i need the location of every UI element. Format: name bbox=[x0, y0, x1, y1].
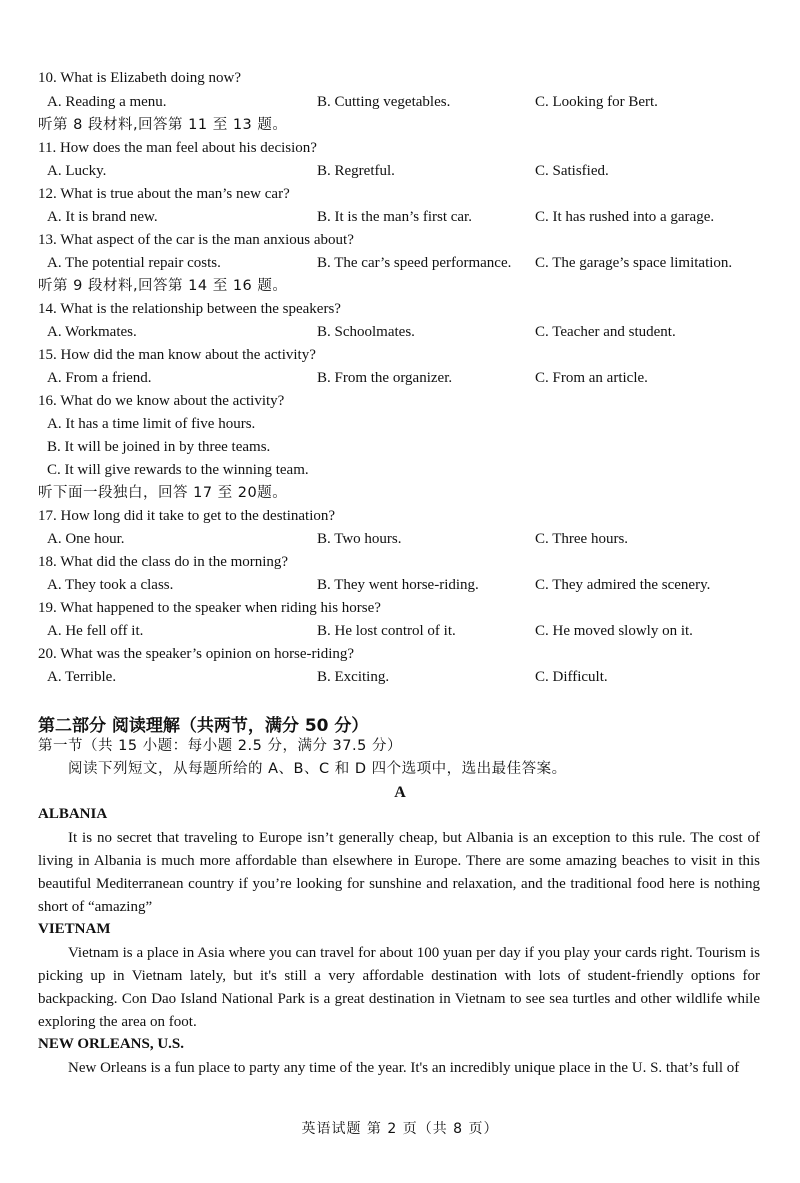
question-15-option-b: B. From the organizer. bbox=[317, 370, 453, 386]
reading-directions: 阅读下列短文，从每题所给的 A、B、C 和 D 四个选项中，选出最佳答案。 bbox=[68, 761, 567, 777]
question-12-option-a: A. It is brand new. bbox=[47, 209, 158, 225]
question-17-option-c: C. Three hours. bbox=[535, 531, 629, 547]
question-18-option-a: A. They took a class. bbox=[47, 577, 174, 593]
new-orleans-paragraph: New Orleans is a fun place to party any time of the year. It's an incredibly unique place in the U. S. that’s full of bbox=[68, 1060, 740, 1076]
question-11-option-b: B. Regretful. bbox=[317, 163, 395, 179]
question-20-option-b: B. Exciting. bbox=[317, 669, 390, 685]
question-13-stem: 13. What aspect of the car is the man anxious about? bbox=[38, 232, 354, 248]
question-20-option-a: A. Terrible. bbox=[47, 669, 117, 685]
question-14-option-a: A. Workmates. bbox=[47, 324, 137, 340]
question-19-option-c: C. He moved slowly on it. bbox=[535, 623, 693, 639]
instruction-material-8: 听第 8 段材料,回答第 11 至 13 题。 bbox=[38, 117, 288, 133]
question-10-option-c: C. Looking for Bert. bbox=[535, 94, 658, 110]
question-15-option-a: A. From a friend. bbox=[47, 370, 152, 386]
section-one-title: 第一节（共 15 小题：每小题 2.5 分，满分 37.5 分） bbox=[38, 738, 402, 754]
instruction-monologue: 听下面一段独白，回答 17 至 20题。 bbox=[38, 485, 288, 501]
question-10-option-b: B. Cutting vegetables. bbox=[317, 94, 451, 110]
question-16-option-c: C. It will give rewards to the winning team. bbox=[47, 462, 309, 478]
question-12-option-c: C. It has rushed into a garage. bbox=[535, 209, 715, 225]
vietnam-paragraph: Vietnam is a place in Asia where you can travel for about 100 yuan per day if you play your cards right. Tourism is picking up in Vietnam lately, but it's still a very affordable destination with lots of student-friendly options for backpacking. Con Dao Island National Park is a great destination in Vietnam to see sea turtles and other wildlife while exploring the area on foot. bbox=[38, 945, 760, 1030]
page-footer: 英语试题 第 2 页（共 8 页） bbox=[301, 1121, 499, 1137]
question-17-option-b: B. Two hours. bbox=[317, 531, 402, 547]
passage-label: A bbox=[394, 784, 406, 801]
question-19-option-b: B. He lost control of it. bbox=[317, 623, 456, 639]
question-10-option-a: A. Reading a menu. bbox=[47, 94, 167, 110]
question-15-option-c: C. From an article. bbox=[535, 370, 648, 386]
albania-heading: ALBANIA bbox=[38, 806, 108, 822]
question-18-option-b: B. They went horse-riding. bbox=[317, 577, 479, 593]
vietnam-heading: VIETNAM bbox=[38, 921, 111, 937]
question-16-option-a: A. It has a time limit of five hours. bbox=[47, 416, 256, 432]
question-19-option-a: A. He fell off it. bbox=[47, 623, 144, 639]
question-20-option-c: C. Difficult. bbox=[535, 669, 608, 685]
question-16-stem: 16. What do we know about the activity? bbox=[38, 393, 285, 409]
question-13-option-a: A. The potential repair costs. bbox=[47, 255, 221, 271]
question-20-stem: 20. What was the speaker’s opinion on horse-riding? bbox=[38, 646, 355, 662]
question-16-option-b: B. It will be joined in by three teams. bbox=[47, 439, 271, 455]
question-11-option-c: C. Satisfied. bbox=[535, 163, 609, 179]
question-19-stem: 19. What happened to the speaker when riding his horse? bbox=[38, 600, 381, 616]
part-two-title: 第二部分 阅读理解（共两节，满分 50 分） bbox=[38, 716, 369, 736]
question-17-option-a: A. One hour. bbox=[47, 531, 125, 547]
question-14-stem: 14. What is the relationship between the speakers? bbox=[38, 301, 341, 317]
question-15-stem: 15. How did the man know about the activity? bbox=[38, 347, 316, 363]
question-10-stem: 10. What is Elizabeth doing now? bbox=[38, 70, 242, 86]
albania-paragraph: It is no secret that traveling to Europe isn’t generally cheap, but Albania is an exception to this rule. The cost of living in Albania is much more affordable than elsewhere in Europe. There are some amazing beaches to visit in this beautiful Mediterranean country if you’re looking for sunshine and relaxation, and the traditional food here is nothing short of “amazing” bbox=[38, 830, 760, 915]
instruction-material-9: 听第 9 段材料,回答第 14 至 16 题。 bbox=[38, 278, 288, 294]
question-18-option-c: C. They admired the scenery. bbox=[535, 577, 711, 593]
question-17-stem: 17. How long did it take to get to the destination? bbox=[38, 508, 336, 524]
question-13-option-c: C. The garage’s space limitation. bbox=[535, 255, 733, 271]
question-14-option-c: C. Teacher and student. bbox=[535, 324, 676, 340]
question-12-option-b: B. It is the man’s first car. bbox=[317, 209, 472, 225]
question-11-option-a: A. Lucky. bbox=[47, 163, 107, 179]
new-orleans-heading: NEW ORLEANS, U.S. bbox=[38, 1036, 185, 1052]
question-11-stem: 11. How does the man feel about his decision? bbox=[38, 140, 317, 156]
question-18-stem: 18. What did the class do in the morning? bbox=[38, 554, 289, 570]
question-13-option-b: B. The car’s speed performance. bbox=[317, 255, 512, 271]
question-14-option-b: B. Schoolmates. bbox=[317, 324, 415, 340]
question-12-stem: 12. What is true about the man’s new car? bbox=[38, 186, 290, 202]
